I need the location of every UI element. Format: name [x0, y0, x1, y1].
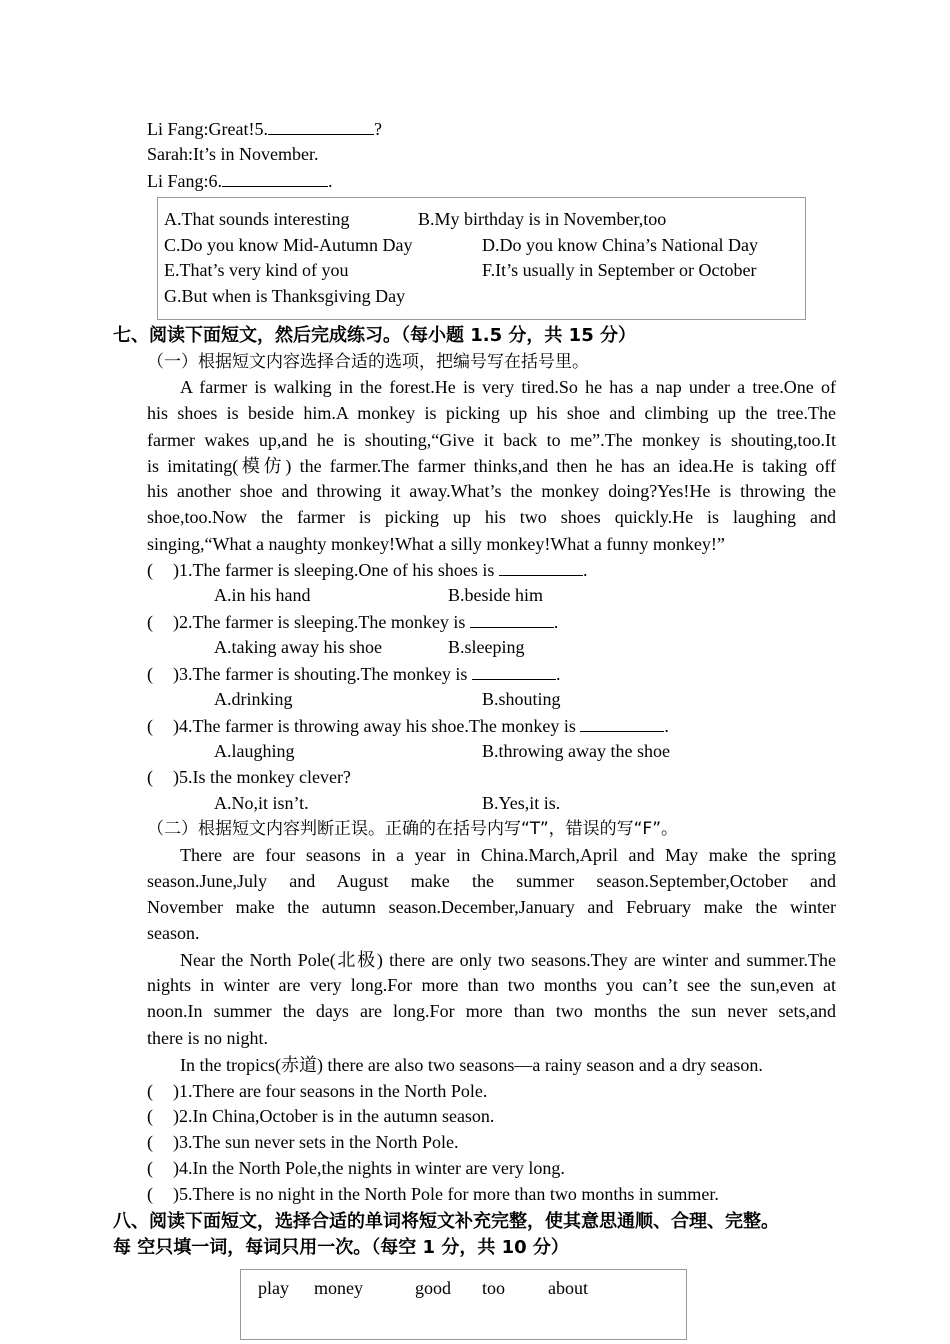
question-3-option-b: B.shouting [482, 689, 561, 709]
question-4-option-b: B.throwing away the shoe [482, 741, 670, 761]
word-bank-item: about [548, 1278, 588, 1298]
answer-blank[interactable] [472, 662, 556, 680]
passage2-line: In the tropics(赤道) there are also two seasons—a rainy season and a dry season. [180, 1055, 763, 1075]
question-1-option-a: A.in his hand [214, 585, 311, 605]
passage2-line: season. [147, 923, 200, 943]
dialogue-line-5: Li Fang:Great!5. ? [147, 119, 382, 139]
passage2-line: November make the autumn season.December,January and February make the winter [147, 897, 836, 917]
passage2-line: nights in winter are very long.For more than two months you can’t see the sun,even at [147, 975, 836, 995]
passage2-line: noon.In summer the days are long.For more than two months the sun never sets,and [147, 1001, 836, 1021]
passage1-line: shoe,too.Now the farmer is picking up his two shoes quickly.He is laughing and [147, 507, 836, 527]
word-bank-item: money [314, 1278, 363, 1298]
part1-instruction: （一）根据短文内容选择合适的选项，把编号写在括号里。 [147, 352, 589, 372]
question-2: ( )2.The farmer is sleeping.The monkey is . [147, 612, 559, 632]
question-5-option-a: A.No,it isn’t. [214, 793, 309, 813]
passage1-line: A farmer is walking in the forest.He is very tired.So he has a nap under a tree.One of [180, 377, 836, 397]
word-bank-item: good [415, 1278, 451, 1298]
section8-heading-line1: 八、阅读下面短文，选择合适的单词将短文补充完整，使其意思通顺、合理、完整。 [113, 1211, 779, 1232]
tf-item-3: ( )3.The sun never sets in the North Pole. [147, 1132, 459, 1152]
question-5-option-b: B.Yes,it is. [482, 793, 561, 813]
section7-heading: 七、阅读下面短文，然后完成练习。（每小题 1.5 分，共 15 分） [113, 325, 636, 346]
part2-instruction: （二）根据短文内容判断正误。正确的在括号内写“T”，错误的写“F”。 [147, 819, 679, 839]
option-g: G.But when is Thanksgiving Day [164, 286, 406, 306]
answer-blank[interactable] [222, 169, 328, 187]
question-3: ( )3.The farmer is shouting.The monkey is . [147, 664, 561, 684]
dialogue-line-6: Li Fang:6. . [147, 171, 333, 191]
passage2-line: season.June,July and August make the summer season.September,October and [147, 871, 836, 891]
word-bank-item: play [258, 1278, 289, 1298]
question-4-option-a: A.laughing [214, 741, 295, 761]
option-a: A.That sounds interesting [164, 209, 350, 229]
question-2-option-b: B.sleeping [448, 637, 525, 657]
answer-blank[interactable] [268, 117, 374, 135]
tf-item-5: ( )5.There is no night in the North Pole for more than two months in summer. [147, 1184, 719, 1204]
section8-heading-line2: 每 空只填一词，每词只用一次。（每空 1 分，共 10 分） [113, 1237, 569, 1258]
passage1-line: singing,“What a naughty monkey!What a silly monkey!What a funny monkey!” [147, 534, 725, 554]
answer-blank[interactable] [470, 610, 554, 628]
tf-item-4: ( )4.In the North Pole,the nights in winter are very long. [147, 1158, 565, 1178]
option-f: F.It’s usually in September or October [482, 260, 757, 280]
passage1-line: his another shoe and throwing it away.What’s the monkey doing?Yes!He is throwing the [147, 481, 836, 501]
dialogue-line-sarah: Sarah:It’s in November. [147, 144, 319, 164]
question-5: ( )5.Is the monkey clever? [147, 767, 351, 787]
option-c: C.Do you know Mid-Autumn Day [164, 235, 413, 255]
option-b: B.My birthday is in November,too [418, 209, 667, 229]
word-bank-box [240, 1269, 687, 1340]
word-bank-item: too [482, 1278, 506, 1298]
passage2-line: there is no night. [147, 1028, 268, 1048]
option-e: E.That’s very kind of you [164, 260, 349, 280]
passage2-line: Near the North Pole(北极) there are only two seasons.They are winter and summer.The [180, 950, 836, 970]
tf-item-1: ( )1.There are four seasons in the North Pole. [147, 1081, 488, 1101]
option-d: D.Do you know China’s National Day [482, 235, 758, 255]
passage1-line: farmer wakes up,and he is shouting,“Give it back to me”.The monkey is shouting,too.It [147, 430, 836, 450]
answer-blank[interactable] [580, 714, 664, 732]
question-3-option-a: A.drinking [214, 689, 293, 709]
question-1: ( )1.The farmer is sleeping.One of his shoes is . [147, 560, 588, 580]
answer-blank[interactable] [499, 558, 583, 576]
passage1-line: his shoes is beside him.A monkey is picking up his shoe and climbing up the tree.The [147, 403, 836, 423]
tf-item-2: ( )2.In China,October is in the autumn season. [147, 1106, 495, 1126]
passage2-line: There are four seasons in a year in China.March,April and May make the spring [180, 845, 836, 865]
question-2-option-a: A.taking away his shoe [214, 637, 382, 657]
question-1-option-b: B.beside him [448, 585, 543, 605]
passage1-line: is imitating(模仿) the farmer.The farmer thinks,and then he has an idea.He is taking off [147, 456, 836, 476]
question-4: ( )4.The farmer is throwing away his shoe.The monkey is . [147, 716, 669, 736]
